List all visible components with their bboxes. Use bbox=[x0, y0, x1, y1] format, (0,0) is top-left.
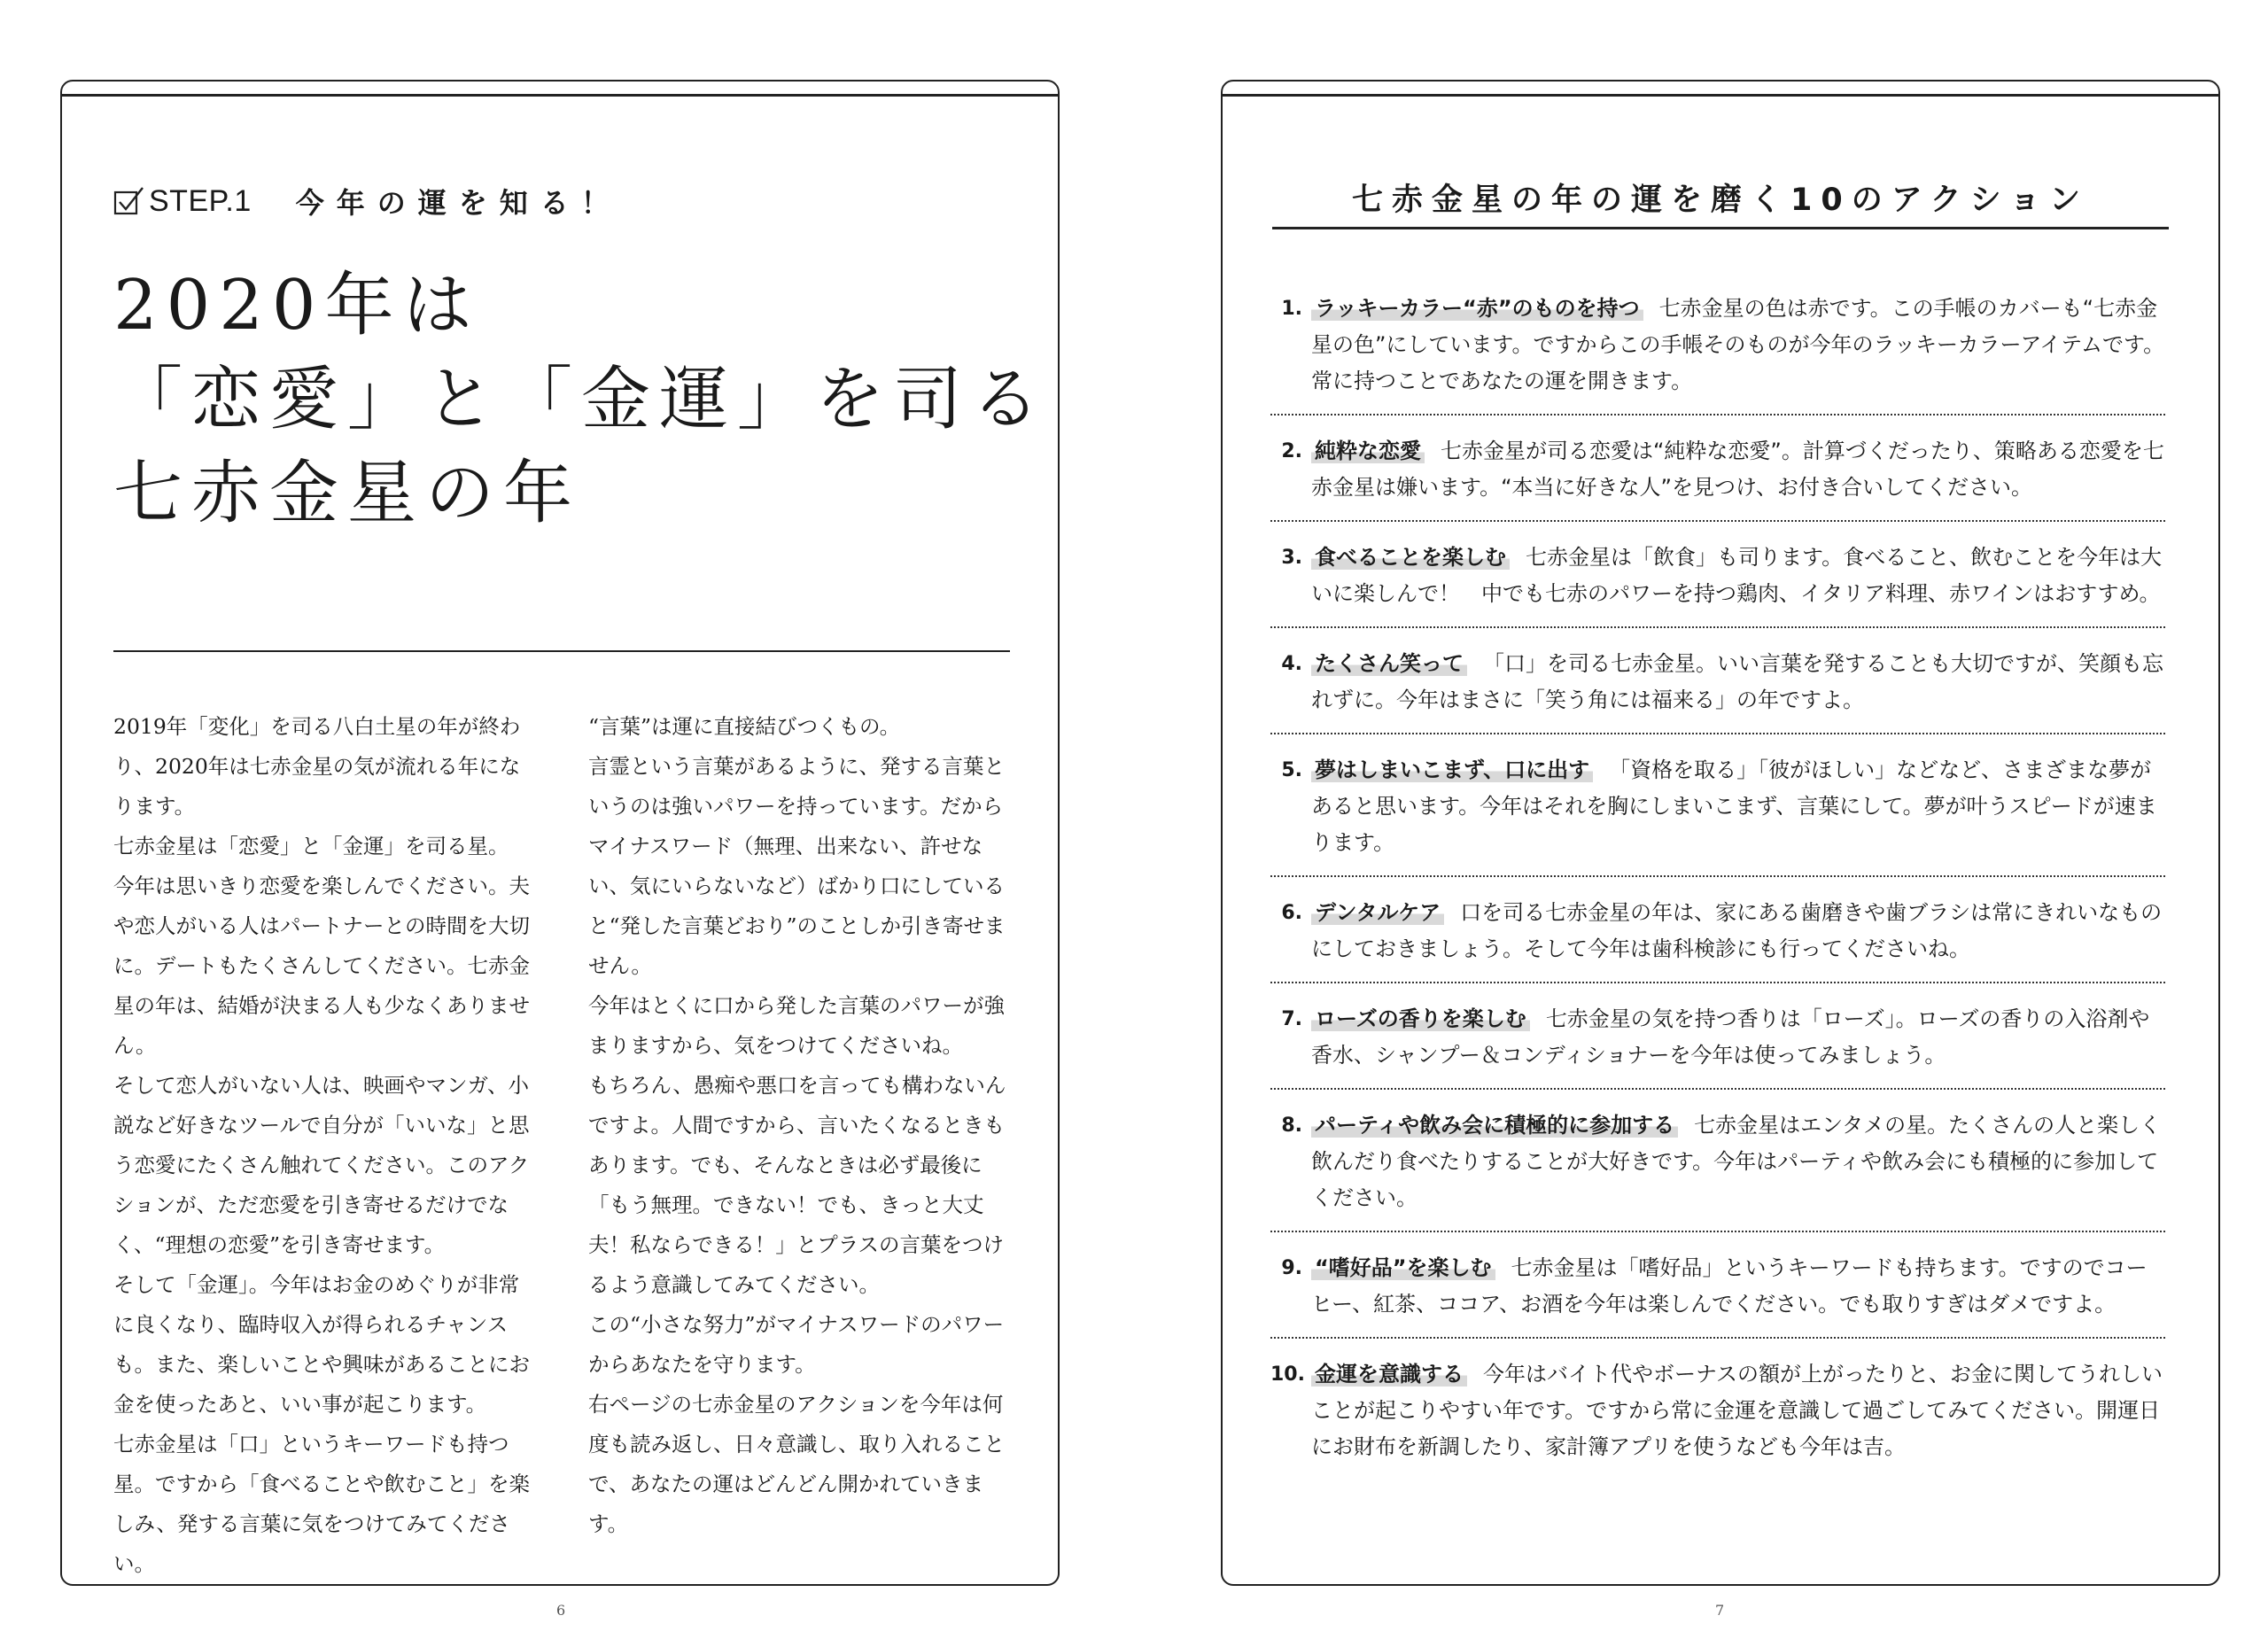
paragraph: 今年は思いきり恋愛を楽しんでください。夫や恋人がいる人はパートナーとの時間を大切に。デートもたくさんしてください。七赤金星の年は、結婚が決まる人も少なくありません。 bbox=[113, 874, 530, 1058]
checkbox-icon bbox=[113, 185, 145, 217]
action-item bbox=[1270, 291, 2165, 416]
action-number: 2. bbox=[1281, 440, 1302, 462]
step-header bbox=[113, 181, 622, 221]
action-text: 口を司る七赤金星の年は、家にある歯磨きや歯ブラシは常にきれいなものにしておきましょう。そして今年は歯科検診にも行ってくださいね。 bbox=[1311, 900, 2163, 961]
page-number-left: 6 bbox=[556, 1602, 566, 1619]
action-text: 七赤金星は「飲食」も司ります。食べること、飲むことを今年は大いに楽しんで！ 中でも七赤のパワーを持つ鶏肉、イタリア料理、赤ワインはおすすめ。 bbox=[1311, 545, 2163, 606]
action-text: 七赤金星が司る恋愛は“純粋な恋愛”。計算づくだったり、策略ある恋愛を七赤金星は嫌います。“本当に好きな人”を見つけ、お付き合いしてください。 bbox=[1311, 439, 2164, 500]
top-rule bbox=[1223, 94, 2218, 97]
action-item bbox=[1270, 752, 2165, 877]
paragraph: 右ページの七赤金星のアクションを今年は何度も読み返し、日々意識し、取り入れることで、あなたの運はどんどん開かれていきます。 bbox=[588, 1392, 1005, 1536]
action-item bbox=[1270, 646, 2165, 734]
action-number: 7. bbox=[1281, 1008, 1302, 1030]
step-title: 今年の運を知る！ bbox=[295, 186, 622, 220]
paragraph: 今年はとくに口から発した言葉のパワーが強まりますから、気をつけてくださいね。 bbox=[588, 993, 1005, 1058]
action-number: 10. bbox=[1270, 1363, 1305, 1386]
action-text: 七赤金星はエンタメの星。たくさんの人と楽しく飲んだり食べたりすることが大好きです。今年はパーティや飲み会にも積極的に参加してください。 bbox=[1311, 1113, 2162, 1210]
action-text: 七赤金星の気を持つ香りは「ローズ」。ローズの香りの入浴剤や香水、シャンプー＆コンディショナーを今年は使ってみましょう。 bbox=[1311, 1006, 2150, 1068]
action-number: 4. bbox=[1281, 653, 1302, 675]
paragraph: 2019年「変化」を司る八白土星の年が終わり、2020年は七赤金星の気が流れる年になります。 bbox=[113, 714, 521, 819]
action-text: 七赤金星は「嗜好品」というキーワードも持ちます。ですのでコーヒー、紅茶、ココア、お酒を今年は楽しんでください。でも取りすぎはダメですよ。 bbox=[1311, 1255, 2148, 1317]
top-rule bbox=[62, 94, 1058, 97]
title-rule bbox=[1272, 227, 2169, 229]
action-text: 「口」を司る七赤金星。いい言葉を発することも大切ですが、笑顔も忘れずに。今年はまさに「笑う角には福来る」の年ですよ。 bbox=[1311, 651, 2163, 712]
action-heading: パーティや飲み会に積極的に参加する bbox=[1311, 1113, 1678, 1138]
action-item bbox=[1270, 1250, 2165, 1339]
headline bbox=[113, 259, 1049, 540]
action-item bbox=[1270, 1107, 2165, 1232]
action-text: 七赤金星の色は赤です。この手帳のカバーも“七赤金星の色”にしています。ですからこの手帳そのものが今年のラッキーカラーアイテムです。常に持つことであなたの運を開きます。 bbox=[1311, 296, 2165, 393]
action-number: 5. bbox=[1281, 759, 1302, 781]
body-column-2 bbox=[588, 707, 1012, 1544]
action-heading: ローズの香りを楽しむ bbox=[1311, 1006, 1530, 1031]
right-page bbox=[1221, 80, 2220, 1586]
headline-line: 「恋愛」と「金運」を司る bbox=[113, 360, 1050, 439]
paragraph: もちろん、愚痴や悪口を言っても構わないんですよ。人間ですから、言いたくなるときもあります。でも、そんなときは必ず最後に「もう無理。できない！でも、きっと大丈夫！私ならできる！」とプラスの言葉をつけるよう意識してみてください。 bbox=[588, 1073, 1006, 1297]
action-heading: ラッキーカラー“赤”のものを持つ bbox=[1311, 296, 1643, 321]
action-heading: 食べることを楽しむ bbox=[1311, 545, 1510, 570]
action-item bbox=[1270, 433, 2165, 522]
action-item bbox=[1270, 1001, 2165, 1090]
action-heading: “嗜好品”を楽しむ bbox=[1311, 1255, 1495, 1280]
action-heading: デンタルケア bbox=[1311, 900, 1444, 925]
page-number-right: 7 bbox=[1715, 1602, 1725, 1619]
paragraph: この“小さな努力”がマイナスワードのパワーからあなたを守ります。 bbox=[588, 1312, 1005, 1377]
action-item bbox=[1270, 540, 2165, 628]
paragraph: 七赤金星は「口」というキーワードも持つ星。ですから「食べることや飲むこと」を楽しみ、発する言葉に気をつけてみてください。 bbox=[113, 1432, 530, 1576]
action-heading: 夢はしまいこまず、口に出す bbox=[1311, 757, 1593, 782]
action-text: 「資格を取る」「彼がほしい」などなど、さまざまな夢があると思います。今年はそれを胸にしまいこまず、言葉にして。夢が叶うスピードが速まります。 bbox=[1311, 757, 2157, 855]
action-heading: たくさん笑って bbox=[1311, 651, 1467, 676]
paragraph: そして恋人がいない人は、映画やマンガ、小説など好きなツールで自分が「いいな」と思う恋愛にたくさん触れてください。このアクションが、ただ恋愛を引き寄せるだけでなく、“理想の恋愛”を引き寄せます。 bbox=[113, 1073, 530, 1257]
body-column-1 bbox=[113, 707, 537, 1584]
actions-title: 七赤金星の年の運を磨く10のアクション bbox=[1352, 183, 2089, 218]
paragraph: 言霊という言葉があるように、発する言葉というのは強いパワーを持っています。だからマイナスワード（無理、出来ない、許せない、気にいらないなど）ばかり口にしていると“発した言葉どおり”のことしか引き寄せません。 bbox=[588, 754, 1006, 978]
left-page bbox=[60, 80, 1060, 1586]
action-item bbox=[1270, 1356, 2165, 1480]
action-heading: 金運を意識する bbox=[1311, 1362, 1467, 1387]
action-heading: 純粋な恋愛 bbox=[1311, 439, 1425, 463]
paragraph: 七赤金星は「恋愛」と「金運」を司る星。 bbox=[113, 834, 509, 858]
headline-line: 七赤金星の年 bbox=[113, 454, 582, 533]
action-number: 9. bbox=[1281, 1257, 1302, 1279]
action-text: 今年はバイト代やボーナスの額が上がったりと、お金に関してうれしいことが起こりやすい年です。ですから常に金運を意識して過ごしてみてください。開運日にお財布を新調したり、家計簿アプリを使うなども今年は吉。 bbox=[1311, 1362, 2163, 1459]
paragraph: “言葉”は運に直接結びつくもの。 bbox=[588, 714, 901, 739]
action-number: 6. bbox=[1281, 902, 1302, 924]
action-number: 1. bbox=[1281, 298, 1302, 320]
action-number: 3. bbox=[1281, 547, 1302, 569]
paragraph: そして「金運」。今年はお金のめぐりが非常に良くなり、臨時収入が得られるチャンスも。また、楽しいことや興味があることにお金を使ったあと、いい事が起こります。 bbox=[113, 1272, 530, 1417]
section-rule bbox=[113, 650, 1010, 652]
step-number: STEP.1 bbox=[149, 183, 252, 218]
actions-list bbox=[1270, 291, 2165, 1497]
headline-line: 2020年は bbox=[113, 266, 481, 346]
action-number: 8. bbox=[1281, 1115, 1302, 1137]
action-item bbox=[1270, 895, 2165, 983]
